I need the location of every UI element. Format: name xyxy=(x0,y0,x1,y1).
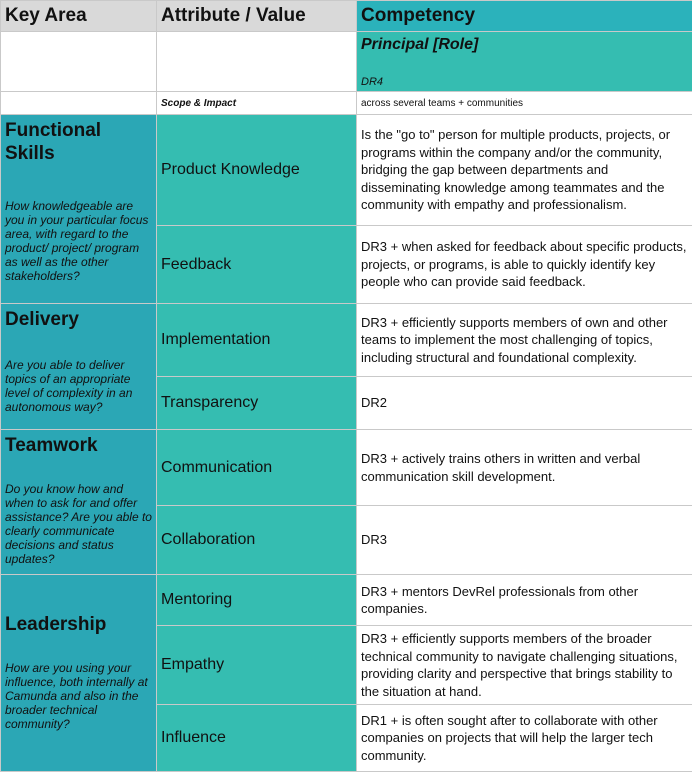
table-row xyxy=(1,575,692,626)
key-area-question: How are you using your influence, both internally at Camunda and also in the broader technical community? xyxy=(5,661,148,731)
description-cell[interactable]: DR3 + efficiently supports members of the broader technical community to navigate challenging situations, providing clarity and perspective that brings stability to the situation at hand. xyxy=(357,626,692,705)
attribute-cell[interactable]: Product Knowledge xyxy=(157,115,357,226)
attribute-cell[interactable]: Empathy xyxy=(157,626,357,705)
attribute-cell[interactable]: Feedback xyxy=(157,226,357,304)
key-area-question: How knowledgeable are you in your particular focus area, with regard to the product/ project/ program as well as the other stakeholders? xyxy=(5,199,149,283)
attribute-cell[interactable]: Collaboration xyxy=(157,506,357,575)
key-area-functional-skills[interactable] xyxy=(1,115,157,304)
scope-row xyxy=(1,92,692,115)
competency-header[interactable]: Competency xyxy=(357,1,692,32)
key-area-question: Do you know how and when to ask for and offer assistance? Are you able to clearly communicate decisions and status updates? xyxy=(5,482,152,566)
scope-value[interactable]: across several teams + communities xyxy=(357,92,692,115)
empty-cell[interactable] xyxy=(157,32,357,92)
empty-cell[interactable] xyxy=(1,92,157,115)
header-row xyxy=(1,1,692,32)
key-area-title: Functional Skills xyxy=(5,120,102,164)
attribute-cell[interactable]: Communication xyxy=(157,430,357,506)
empty-cell[interactable] xyxy=(1,32,157,92)
description-cell[interactable]: Is the "go to" person for multiple products, projects, or programs within the company and/or the community, bridging the gap between departments and disseminating knowledge among teammates and the community with empathy and professionalism. xyxy=(357,115,692,226)
description-cell[interactable]: DR3 + efficiently supports members of own and other teams to implement the most challenging of topics, including structural and foundational complexity. xyxy=(357,304,692,377)
role-level: DR4 xyxy=(361,76,384,88)
key-area-title: Teamwork xyxy=(5,435,98,456)
table-row xyxy=(1,304,692,377)
table-row xyxy=(1,115,692,226)
description-cell[interactable]: DR3 + actively trains others in written and verbal communication skill development. xyxy=(357,430,692,506)
key-area-title: Leadership xyxy=(5,614,107,635)
description-cell[interactable]: DR3 + when asked for feedback about specific products, projects, or programs, is able to quickly identify key people who can provide said feedback. xyxy=(357,226,692,304)
description-cell[interactable]: DR1 + is often sought after to collaborate with other companies on projects that will help the larger tech community. xyxy=(357,705,692,772)
description-cell[interactable]: DR3 xyxy=(357,506,692,575)
role-title: Principal [Role] xyxy=(361,36,479,53)
attribute-cell[interactable]: Implementation xyxy=(157,304,357,377)
attribute-header[interactable]: Attribute / Value xyxy=(157,1,357,32)
description-cell[interactable]: DR3 + mentors DevRel professionals from other companies. xyxy=(357,575,692,626)
key-area-header[interactable]: Key Area xyxy=(1,1,157,32)
key-area-leadership[interactable] xyxy=(1,575,157,772)
key-area-question: Are you able to deliver topics of an appropriate level of complexity in an autonomous way? xyxy=(5,358,133,414)
key-area-delivery[interactable] xyxy=(1,304,157,430)
role-row xyxy=(1,32,692,92)
table-row xyxy=(1,430,692,506)
role-cell[interactable] xyxy=(357,32,692,92)
attribute-cell[interactable]: Mentoring xyxy=(157,575,357,626)
key-area-teamwork[interactable] xyxy=(1,430,157,575)
attribute-cell[interactable]: Transparency xyxy=(157,377,357,430)
key-area-title: Delivery xyxy=(5,309,79,330)
description-cell[interactable]: DR2 xyxy=(357,377,692,430)
scope-label[interactable]: Scope & Impact xyxy=(157,92,357,115)
attribute-cell[interactable]: Influence xyxy=(157,705,357,772)
